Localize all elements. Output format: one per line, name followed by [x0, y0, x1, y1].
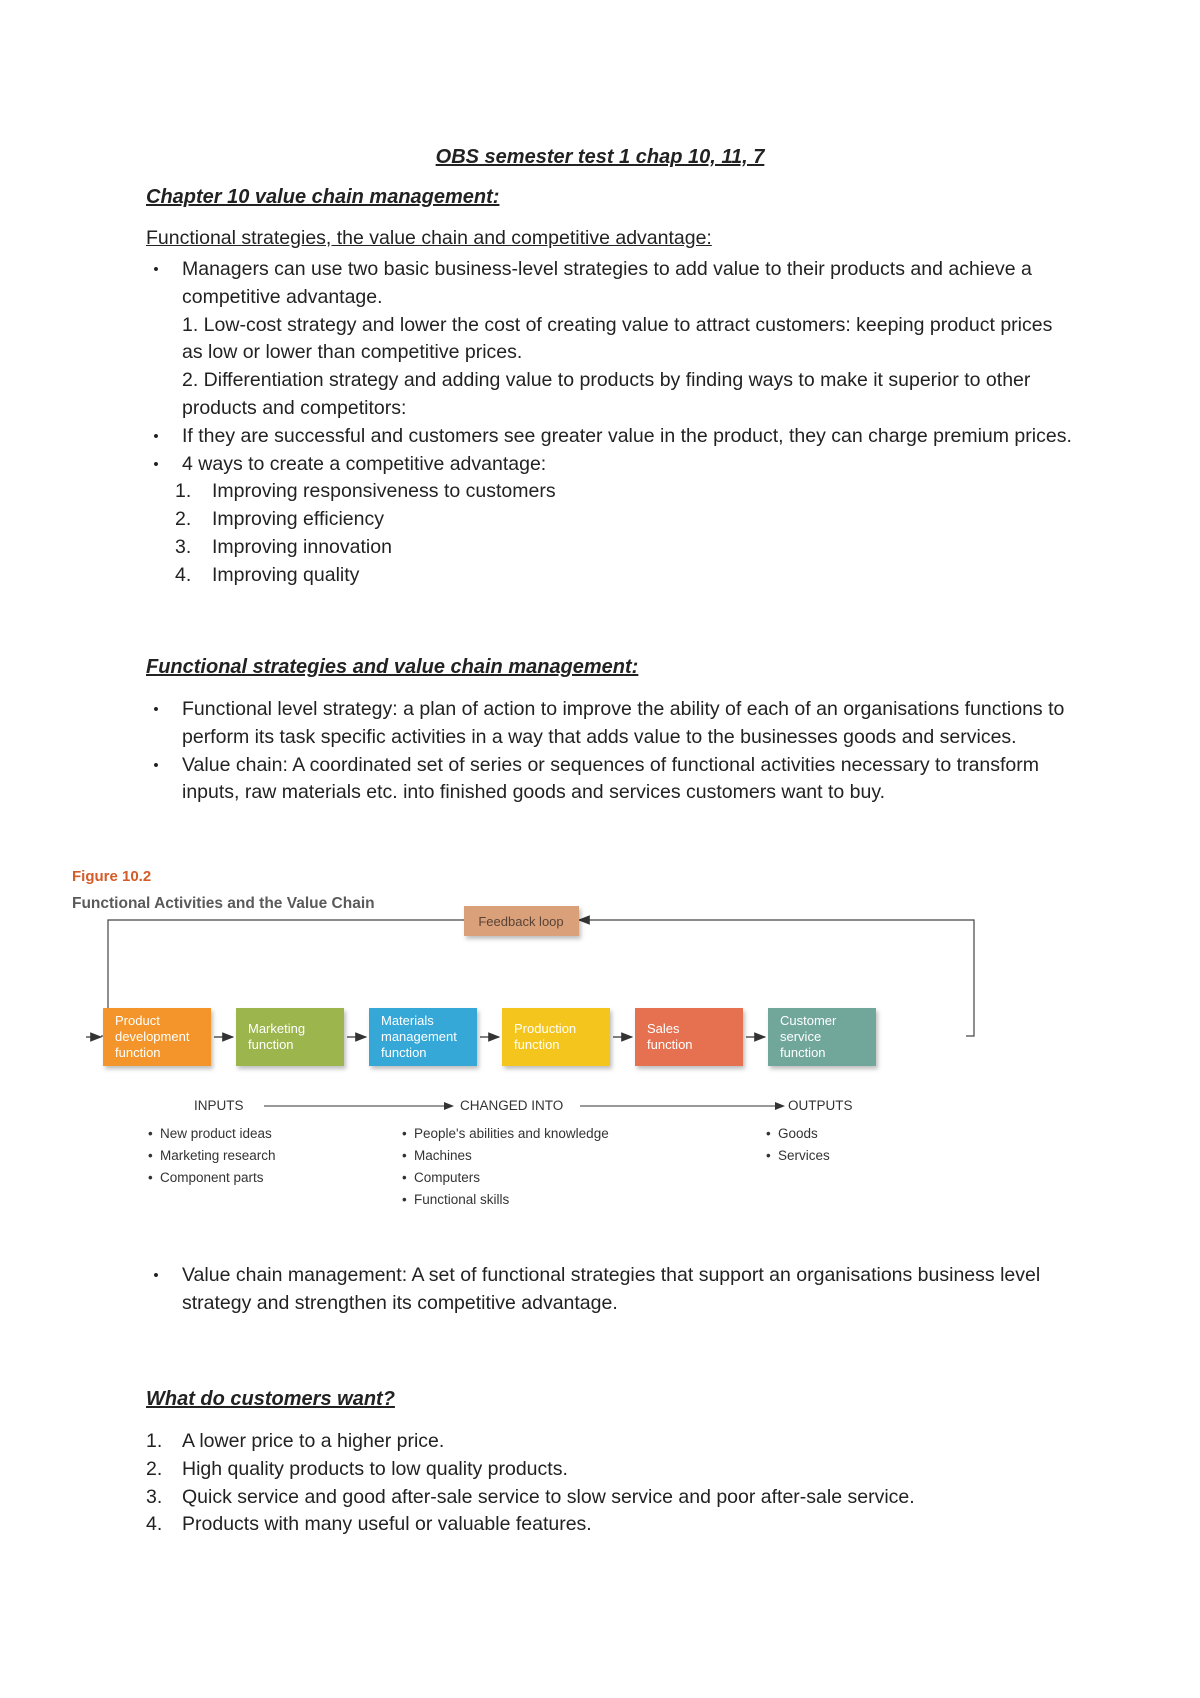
feedback-loop-label: Feedback loop: [478, 914, 564, 929]
section2-list: [146, 696, 1076, 807]
list-number: 2.: [175, 508, 192, 531]
document-title: OBS semester test 1 chap 10, 11, 7: [435, 146, 765, 168]
bullet-icon: •: [153, 261, 159, 278]
feedback-line-right: [579, 920, 974, 964]
changed-item-bullet: •: [402, 1126, 407, 1141]
input-item-bullet: •: [148, 1126, 153, 1141]
function-box-label: function: [381, 1045, 427, 1060]
list-number: 3.: [146, 1485, 163, 1508]
function-box-label: Production: [514, 1021, 577, 1036]
list-item: [146, 1511, 1076, 1539]
feedback-line-return: [966, 964, 974, 1036]
changed-item-bullet: •: [402, 1170, 407, 1185]
bullet-text: Value chain: A coordinated set of series or sequences of functional activities necessary to transform inputs, raw materials etc. into finished goods and services customers want to buy.: [182, 753, 1040, 804]
list-text: Improving responsiveness to customers: [212, 480, 556, 503]
bullet-text: 2. Differentiation strategy and adding value to products by finding ways to make it superior to other products and competitors:: [182, 369, 1031, 419]
function-box-label: function: [780, 1045, 826, 1060]
bullet-text: 4 ways to create a competitive advantage:: [182, 452, 547, 475]
list-item: [146, 1484, 1076, 1512]
inputs-label: INPUTS: [194, 1098, 244, 1113]
list-item: [146, 451, 1076, 479]
function-box-label: management: [381, 1029, 457, 1044]
function-box-label: Marketing: [248, 1021, 306, 1036]
list-number: 3.: [175, 535, 192, 558]
list-text: High quality products to low quality products.: [182, 1457, 568, 1480]
output-item-bullet: •: [766, 1148, 771, 1163]
function-box-label: function: [248, 1037, 294, 1052]
changed-into-label: CHANGED INTO: [460, 1098, 564, 1113]
output-item: Goods: [778, 1126, 818, 1141]
list-text: A lower price to a higher price.: [182, 1430, 445, 1452]
ways-list: [146, 478, 1076, 589]
bullet-text: Value chain management: A set of functional strategies that support an organisations business level strategy and strengthen its competitive advantage.: [182, 1264, 1041, 1314]
figure-title: Functional Activities and the Value Chain: [72, 895, 375, 912]
function-box-label: function: [647, 1037, 693, 1052]
list-item: [146, 478, 1076, 506]
input-item-bullet: •: [148, 1148, 153, 1163]
list-number: 1.: [146, 1430, 163, 1452]
list-item: [146, 1262, 1076, 1318]
changed-item: Machines: [414, 1148, 472, 1163]
input-item: Component parts: [160, 1170, 264, 1185]
bullet-text: Managers can use two basic business-level strategies to add value to their products and achieve a competitive advantage.: [182, 258, 1032, 308]
list-item: [146, 506, 1076, 534]
section-heading-value-chain-management: Functional strategies and value chain management:: [146, 656, 639, 678]
chapter-heading: Chapter 10 value chain management:: [146, 186, 500, 208]
figure-number: Figure 10.2: [72, 868, 152, 885]
list-item: [146, 423, 1076, 451]
input-item: New product ideas: [160, 1126, 272, 1141]
function-box-label: function: [115, 1045, 161, 1060]
function-box-label: Customer: [780, 1013, 837, 1028]
function-box-label: development: [115, 1029, 190, 1044]
list-number: 4.: [175, 563, 192, 586]
list-text: Products with many useful or valuable features.: [182, 1513, 592, 1536]
function-box-label: function: [514, 1037, 560, 1052]
customer-wants-list: [146, 1428, 1076, 1539]
list-item: [146, 534, 1076, 562]
list-item: [146, 256, 1076, 423]
list-item: [146, 562, 1076, 590]
section-heading-functional-strategies: Functional strategies, the value chain and competitive advantage:: [146, 227, 712, 249]
function-box-label: service: [780, 1029, 822, 1044]
changed-item: Functional skills: [414, 1192, 510, 1207]
value-chain-figure: [68, 868, 998, 1238]
bullet-icon: •: [153, 427, 159, 445]
list-item: [146, 696, 1076, 752]
list-item: [146, 752, 1076, 808]
changed-item: People's abilities and knowledge: [414, 1126, 609, 1141]
function-box-label: Materials: [381, 1013, 434, 1028]
input-item: Marketing research: [160, 1148, 276, 1163]
list-item: [146, 1456, 1076, 1484]
bullet-icon: •: [153, 756, 159, 774]
value-chain-diagram: [68, 868, 998, 1238]
input-item-bullet: •: [148, 1170, 153, 1185]
list-number: 1.: [175, 480, 192, 503]
outputs-label: OUTPUTS: [788, 1098, 853, 1113]
list-text: Improving innovation: [212, 535, 392, 558]
section-heading-customers-want: What do customers want?: [146, 1388, 395, 1410]
list-number: 2.: [146, 1457, 163, 1480]
changed-item-bullet: •: [402, 1192, 407, 1207]
bullet-text: 1. Low-cost strategy and lower the cost of creating value to attract customers: keeping product prices as low or lower than competitive prices.: [182, 313, 1053, 364]
list-item: [146, 1428, 1076, 1456]
changed-item: Computers: [414, 1170, 481, 1185]
list-text: Quick service and good after-sale service to slow service and poor after-sale service.: [182, 1485, 915, 1508]
output-item: Services: [778, 1148, 830, 1163]
list-number: 4.: [146, 1513, 163, 1536]
bullet-text: Functional level strategy: a plan of action to improve the ability of each of an organisations functions to perform its task specific activities in a way that adds value to the businesses goods and services.: [182, 698, 1065, 748]
bullet-text: If they are successful and customers see greater value in the product, they can charge premium prices.: [182, 424, 1072, 447]
list-text: Improving quality: [212, 563, 360, 586]
section1-list: [146, 256, 1076, 590]
section2-list-continued: [146, 1262, 1076, 1318]
function-box-label: Sales: [647, 1021, 680, 1036]
changed-item-bullet: •: [402, 1148, 407, 1163]
function-box-label: Product: [115, 1013, 160, 1028]
list-text: Improving efficiency: [212, 508, 384, 531]
bullet-icon: •: [153, 455, 159, 473]
bullet-icon: •: [153, 1267, 159, 1284]
output-item-bullet: •: [766, 1126, 771, 1141]
bullet-icon: •: [153, 701, 159, 718]
